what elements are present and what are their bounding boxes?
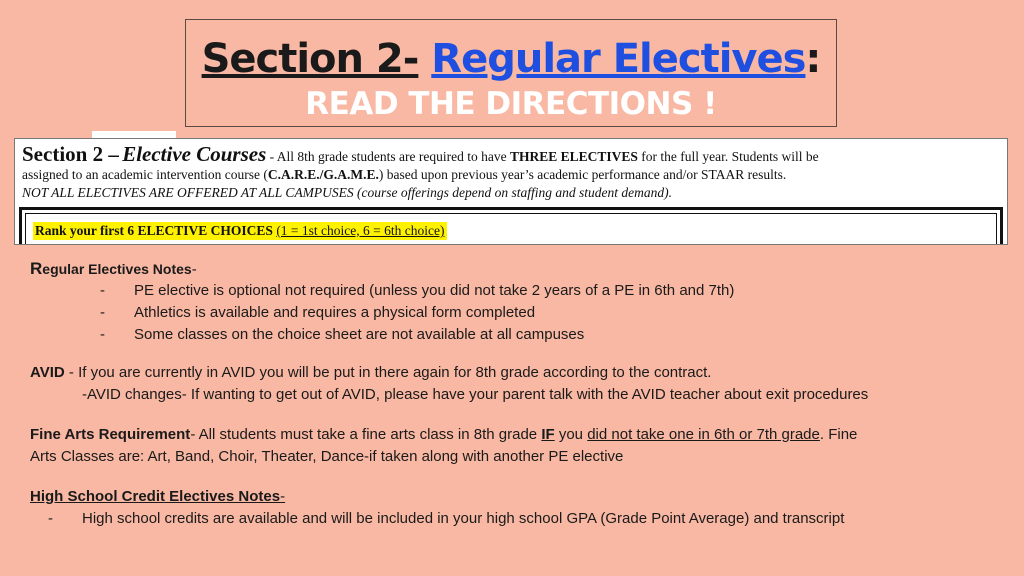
doc-line1-b: THREE ELECTIVES xyxy=(509,149,638,164)
doc-line-3: NOT ALL ELECTIVES ARE OFFERED AT ALL CAMPUSES (course offerings depend on staffing and student demand). xyxy=(22,185,673,200)
regular-heading-r: R xyxy=(30,259,43,278)
list-item: - PE elective is optional not required (unless you did not take 2 years of a PE in 6th and 7th) xyxy=(100,282,735,299)
doc-line1-a: - All 8th grade students are required to have xyxy=(266,149,510,164)
fine-arts-label: Fine Arts Requirement xyxy=(30,426,191,443)
avid-line-2: -AVID changes- If wanting to get out of AVID, please have your parent talk with the AVID teacher about exit procedures xyxy=(82,386,869,403)
doc-line2-c: ) based upon previous year’s academic performance and/or STAAR results. xyxy=(378,167,787,182)
fine-arts-condition: did not take one in 6th or 7th grade xyxy=(587,426,820,443)
title-suffix: : xyxy=(805,36,821,82)
doc-heading-section: Section 2 – xyxy=(22,142,119,166)
list-item: - Some classes on the choice sheet are not available at all campuses xyxy=(100,326,585,343)
doc-line2-b: C.A.R.E./G.A.M.E. xyxy=(267,167,379,182)
doc-heading-courses: Elective Courses xyxy=(122,142,267,166)
doc-line1-c: for the full year. Students will be xyxy=(637,149,819,164)
avid-line-1: AVID - If you are currently in AVID you will be put in there again for 8th grade according to the contract. xyxy=(30,364,712,381)
fine-arts-line-2: Arts Classes are: Art, Band, Choir, Theater, Dance-if taken along with another PE elective xyxy=(30,448,624,465)
rank-main: Rank your first 6 ELECTIVE CHOICES xyxy=(35,223,273,238)
regular-heading-dash: - xyxy=(191,261,197,278)
regular-heading-rest: egular Electives Notes xyxy=(42,261,192,277)
doc-line-2 xyxy=(22,167,786,183)
document-excerpt xyxy=(14,138,1008,245)
rank-paren: (1 = 1st choice, 6 = 6th choice) xyxy=(276,223,445,238)
doc-line-1 xyxy=(22,142,819,167)
avid-label: AVID xyxy=(30,364,65,381)
rank-instruction xyxy=(33,222,447,240)
title-box xyxy=(185,19,837,127)
list-item: - Athletics is available and requires a physical form completed xyxy=(100,304,536,321)
hs-heading: High School Credit Electives Notes- xyxy=(30,488,286,505)
title-highlight: Regular Electives xyxy=(431,36,806,82)
doc-line2-a: assigned to an academic intervention course ( xyxy=(22,167,268,182)
list-item: - High school credits are available and will be included in your high school GPA (Grade Point Average) and transcript xyxy=(48,510,845,527)
title-prefix: Section 2- xyxy=(201,36,419,82)
rank-frame xyxy=(19,207,1003,245)
slide-subtitle: READ THE DIRECTIONS ! xyxy=(305,86,717,122)
fine-arts-if: IF xyxy=(541,426,555,443)
hs-heading-text: High School Credit Electives Notes xyxy=(30,488,281,505)
fine-arts-line-1: Fine Arts Requirement- All students must take a fine arts class in 8th grade IF you did not take one in 6th or 7th grade. Fine xyxy=(30,426,858,443)
slide-title xyxy=(186,36,836,82)
regular-heading xyxy=(30,258,197,281)
